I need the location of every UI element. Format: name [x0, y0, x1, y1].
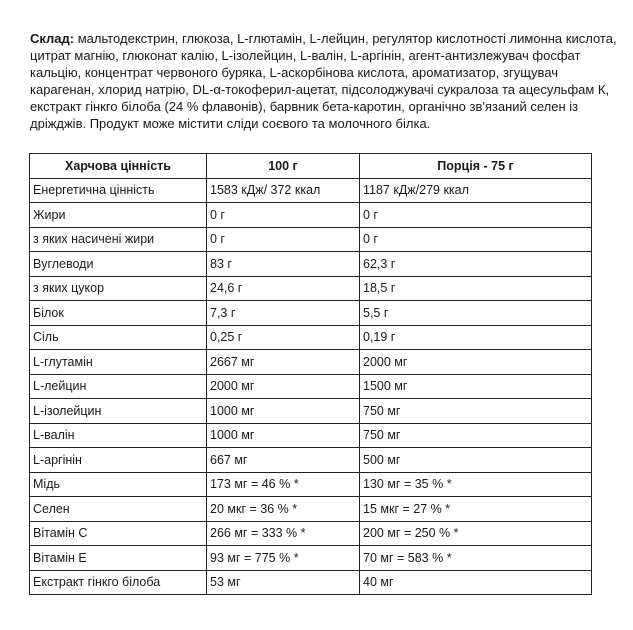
table-row: [30, 203, 592, 228]
per-100g-cell: 7,3 г: [207, 301, 360, 326]
per-serving-cell: 0 г: [360, 227, 592, 252]
per-100g-cell: 667 мг: [207, 448, 360, 473]
per-100g-cell: 173 мг = 46 % *: [207, 472, 360, 497]
per-100g-cell: 0 г: [207, 203, 360, 228]
per-100g-cell: 2667 мг: [207, 350, 360, 375]
per-100g-cell: 93 мг = 775 % *: [207, 546, 360, 571]
table-row: [30, 497, 592, 522]
table-row: [30, 301, 592, 326]
nutrient-name-cell: Сіль: [30, 325, 207, 350]
table-row: [30, 276, 592, 301]
per-100g-cell: 53 мг: [207, 570, 360, 595]
nutrient-name-cell: Мідь: [30, 472, 207, 497]
per-100g-cell: 1000 мг: [207, 423, 360, 448]
header-per-100g: 100 г: [207, 154, 360, 179]
per-serving-cell: 18,5 г: [360, 276, 592, 301]
per-100g-cell: 1000 мг: [207, 399, 360, 424]
table-row: [30, 227, 592, 252]
table-row: [30, 546, 592, 571]
per-serving-cell: 70 мг = 583 % *: [360, 546, 592, 571]
nutrient-name-cell: Екстракт гінкго білоба: [30, 570, 207, 595]
per-serving-cell: 0,19 г: [360, 325, 592, 350]
table-row: [30, 521, 592, 546]
nutrition-header-row: [30, 154, 592, 179]
per-100g-cell: 0,25 г: [207, 325, 360, 350]
per-serving-cell: 750 мг: [360, 399, 592, 424]
nutrient-name-cell: Жири: [30, 203, 207, 228]
nutrient-name-cell: Енергетична цінність: [30, 178, 207, 203]
composition-paragraph: [30, 30, 620, 132]
table-row: [30, 178, 592, 203]
table-row: [30, 374, 592, 399]
header-per-serving: Порція - 75 г: [360, 154, 592, 179]
per-serving-cell: 15 мкг = 27 % *: [360, 497, 592, 522]
per-serving-cell: 200 мг = 250 % *: [360, 521, 592, 546]
per-serving-cell: 500 мг: [360, 448, 592, 473]
nutrient-name-cell: Селен: [30, 497, 207, 522]
nutrient-name-cell: Білок: [30, 301, 207, 326]
nutrient-name-cell: L-лейцин: [30, 374, 207, 399]
nutrition-table: [29, 153, 592, 595]
per-serving-cell: 40 мг: [360, 570, 592, 595]
table-row: [30, 325, 592, 350]
table-row: [30, 399, 592, 424]
table-row: [30, 570, 592, 595]
per-100g-cell: 266 мг = 333 % *: [207, 521, 360, 546]
composition-label: Склад:: [30, 31, 75, 46]
per-serving-cell: 750 мг: [360, 423, 592, 448]
nutrient-name-cell: Вітамін Е: [30, 546, 207, 571]
table-row: [30, 252, 592, 277]
nutrient-name-cell: з яких насичені жири: [30, 227, 207, 252]
nutrient-name-cell: L-валін: [30, 423, 207, 448]
nutrient-name-cell: L-аргінін: [30, 448, 207, 473]
table-row: [30, 472, 592, 497]
nutrient-name-cell: L-ізолейцин: [30, 399, 207, 424]
per-serving-cell: 1500 мг: [360, 374, 592, 399]
per-100g-cell: 20 мкг = 36 % *: [207, 497, 360, 522]
per-100g-cell: 0 г: [207, 227, 360, 252]
composition-text: мальтодекстрин, глюкоза, L-глютамін, L-лейцин, регулятор кислотності лимонна кислота, цитрат магнію, глюконат калію, L-ізолейцин, L-валін, L-аргінін, агент-антизлежувач фосфат кальцію, концентрат червоного буряка, L-аскорбінова кислота, ароматизатор, згущувач карагенан, хлорид натрію, DL-α-токоферил-ацетат, підсолоджувачі сукралоза та ацесульфам К, екстракт гінкго білоба (24 % флавонів), барвник бета-каротин, органічно зв'язаний селен із дріжджів. Продукт може містити сліди соєвого та молочного білка.: [30, 31, 617, 131]
table-row: [30, 350, 592, 375]
nutrient-name-cell: Вуглеводи: [30, 252, 207, 277]
nutrient-name-cell: L-глутамін: [30, 350, 207, 375]
per-serving-cell: 130 мг = 35 % *: [360, 472, 592, 497]
nutrient-name-cell: з яких цукор: [30, 276, 207, 301]
per-serving-cell: 62,3 г: [360, 252, 592, 277]
table-row: [30, 423, 592, 448]
per-serving-cell: 5,5 г: [360, 301, 592, 326]
header-nutrient: Харчова цінність: [30, 154, 207, 179]
nutrition-table-body: [30, 178, 592, 595]
per-100g-cell: 2000 мг: [207, 374, 360, 399]
per-100g-cell: 24,6 г: [207, 276, 360, 301]
per-serving-cell: 1187 кДж/279 ккал: [360, 178, 592, 203]
table-row: [30, 448, 592, 473]
per-100g-cell: 1583 кДж/ 372 ккал: [207, 178, 360, 203]
per-100g-cell: 83 г: [207, 252, 360, 277]
per-serving-cell: 0 г: [360, 203, 592, 228]
per-serving-cell: 2000 мг: [360, 350, 592, 375]
nutrient-name-cell: Вітамін С: [30, 521, 207, 546]
